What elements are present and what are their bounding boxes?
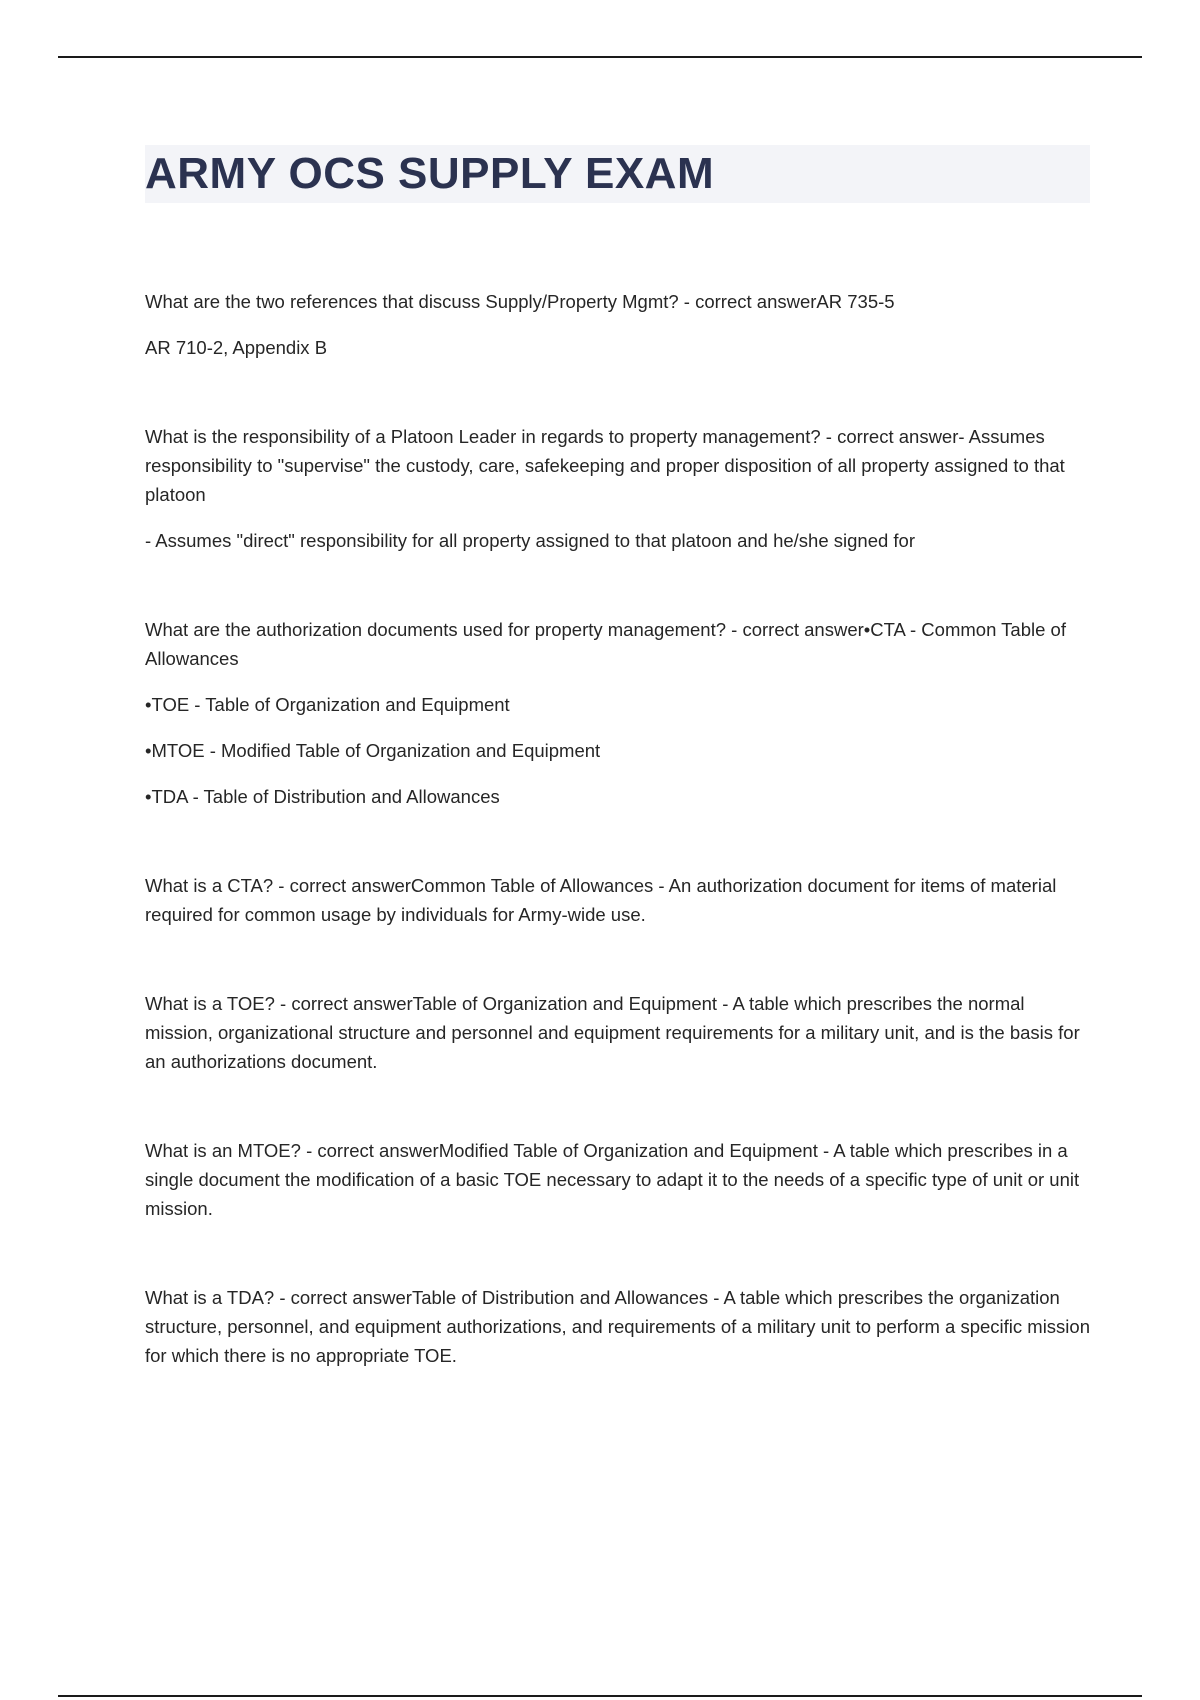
- answer-text: •TDA - Table of Distribution and Allowances: [145, 786, 500, 807]
- title-band: [145, 145, 1090, 203]
- qa-item-mtoe: [145, 1136, 1090, 1223]
- page-title: ARMY OCS SUPPLY EXAM: [145, 149, 715, 198]
- answer-text: •MTOE - Modified Table of Organization and Equipment: [145, 740, 601, 761]
- question-text: What is a TOE? - correct answerTable of Organization and Equipment - A table which prescribes the normal mission, organizational structure and personnel and equipment requirements for a military unit, and is the basis for an authorizations document.: [145, 993, 1080, 1072]
- top-rule: [58, 56, 1142, 58]
- question-text: What is an MTOE? - correct answerModified Table of Organization and Equipment - A table which prescribes in a single document the modification of a basic TOE necessary to adapt it to the needs of a specific type of unit or unit mission.: [145, 1140, 1080, 1219]
- answer-text: AR 710-2, Appendix B: [145, 337, 328, 358]
- qa-item-toe: [145, 989, 1090, 1076]
- qa-item-platoon-leader: [145, 422, 1090, 555]
- answer-text: - Assumes "direct" responsibility for all property assigned to that platoon and he/she signed for: [145, 530, 915, 551]
- question-text: What is the responsibility of a Platoon Leader in regards to property management? - correct answer- Assumes responsibility to "supervise" the custody, care, safekeeping and proper disposition of all property assigned to that platoon: [145, 426, 1065, 505]
- question-text: What is a TDA? - correct answerTable of Distribution and Allowances - A table which prescribes the organization structure, personnel, and equipment authorizations, and requirements of a military unit to perform a specific mission for which there is no appropriate TOE.: [145, 1287, 1090, 1366]
- answer-text: •TOE - Table of Organization and Equipment: [145, 694, 510, 715]
- qa-item-references: [145, 287, 1090, 362]
- bottom-rule: [58, 1695, 1142, 1697]
- qa-item-tda: [145, 1283, 1090, 1370]
- qa-item-authorization-documents: [145, 615, 1090, 811]
- document-body: [145, 145, 1090, 1430]
- qa-item-cta: [145, 871, 1090, 929]
- question-text: What is a CTA? - correct answerCommon Table of Allowances - An authorization document for items of material required for common usage by individuals for Army-wide use.: [145, 875, 1057, 925]
- question-text: What are the authorization documents used for property management? - correct answer•CTA - Common Table of Allowances: [145, 619, 1066, 669]
- question-text: What are the two references that discuss Supply/Property Mgmt? - correct answerAR 735-5: [145, 291, 895, 312]
